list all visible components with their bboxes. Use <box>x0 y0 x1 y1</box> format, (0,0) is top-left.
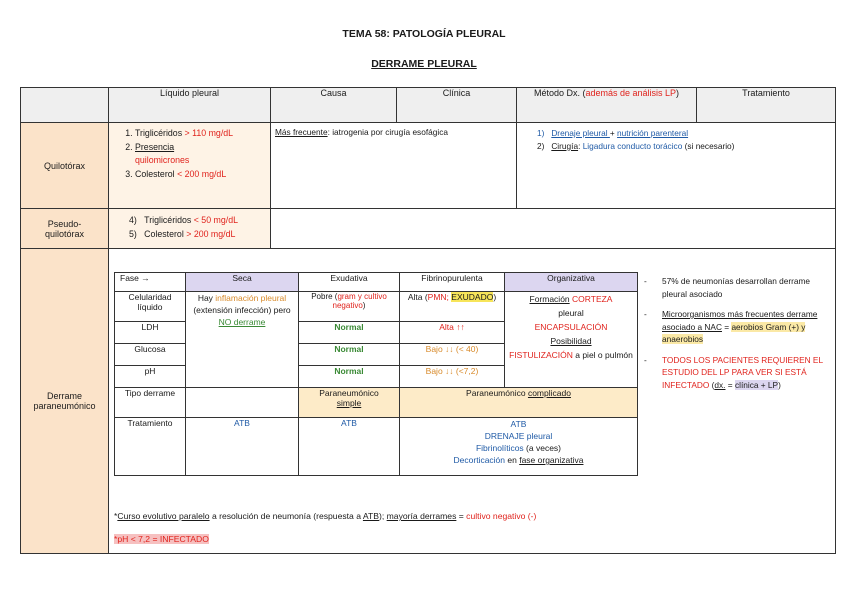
phase-exudativa: Exudativa <box>299 273 400 292</box>
row-label-tratamiento: Tratamiento <box>115 418 186 476</box>
phase-header-row <box>115 273 638 292</box>
exudativa-ph: Normal <box>299 366 400 388</box>
fibrino-ldh: Alta ↑↑ <box>400 322 505 344</box>
list-item: - Microorganismos más frecuentes derrame asociado a NAC = aerobios Gram (+) y anaerobios <box>640 308 832 346</box>
quilotorax-causa: Más frecuente: iatrogenia por cirugía esofágica <box>271 123 517 209</box>
list-item: 1. Triglicéridos > 110 mg/dL <box>135 127 270 140</box>
seca-tipo <box>186 388 299 418</box>
table-row <box>115 418 638 476</box>
row-label-celularidad: Celularidad líquido <box>115 292 186 322</box>
list-item: - 57% de neumonías desarrollan derrame pleural asociado <box>640 275 832 300</box>
fibrino-celularidad: Alta (PMN; EXUDADO) <box>400 292 505 322</box>
row-label-glucosa: Glucosa <box>115 344 186 366</box>
seca-cell: Hay inflamación pleural (extensión infección) pero NO derrame <box>186 292 299 388</box>
row-quilotorax <box>21 123 836 209</box>
exudativa-celularidad: Pobre (gram y cultivo negativo) <box>299 292 400 322</box>
row-label-tipo: Tipo derrame <box>115 388 186 418</box>
header-clinica: Clínica <box>397 88 517 123</box>
header-liquido: Líquido pleural <box>109 88 271 123</box>
seca-tratamiento: ATB <box>186 418 299 476</box>
list-item: 2. Presencia quilomicrones <box>135 141 270 167</box>
header-tratamiento: Tratamiento <box>697 88 836 123</box>
quilotorax-label: Quilotórax <box>21 123 109 209</box>
row-label-ph: pH <box>115 366 186 388</box>
complicado-tratamiento: ATB DRENAJE pleural Fibrinolíticos (a veces) Decorticación en fase organizativa <box>400 418 638 476</box>
list-item: 3. Colesterol < 200 mg/dL <box>135 168 270 181</box>
header-row <box>21 88 836 123</box>
fibrino-ph: Bajo ↓↓ (<7,2) <box>400 366 505 388</box>
quilotorax-liquido <box>109 123 271 209</box>
list-item: 5) Colesterol > 200 mg/dL <box>129 229 236 239</box>
paraneumonico-label: Derrame paraneumónico <box>21 249 109 554</box>
footnote-curso: *Curso evolutivo paralelo a resolución de neumonía (respuesta a ATB); mayoría derrames = cultivo negativo (-) <box>114 511 537 521</box>
row-label-ldh: LDH <box>115 322 186 344</box>
exudativa-glucosa: Normal <box>299 344 400 366</box>
exudativa-tratamiento: ATB <box>299 418 400 476</box>
list-item: 2) Cirugía: Ligadura conducto torácico (si necesario) <box>537 141 735 151</box>
pseudo-empty <box>271 209 836 249</box>
organizativa-cell: Formación CORTEZA pleural ENCAPSULACIÓN Posibilidad FISTULIZACIÓN a piel o pulmón <box>505 292 638 388</box>
header-empty <box>21 88 109 123</box>
notes-list <box>640 275 832 399</box>
row-pseudoquilotorax <box>21 209 836 249</box>
list-item: 4) Triglicéridos < 50 mg/dL <box>129 215 238 225</box>
footnote-ph: *pH < 7,2 = INFECTADO <box>114 534 209 544</box>
phase-seca: Seca <box>186 273 299 292</box>
tipo-complicado: Paraneumónico complicado <box>400 388 638 418</box>
table-row <box>115 388 638 418</box>
phase-fibrinopurulenta: Fibrinopurulenta <box>400 273 505 292</box>
pseudo-liquido <box>109 209 271 249</box>
tipo-simple: Paraneumónico simple <box>299 388 400 418</box>
paraneumonico-content <box>109 249 836 554</box>
list-item: - TODOS LOS PACIENTES REQUIEREN EL ESTUDIO DEL LP PARA VER SI ESTÁ INFECTADO (dx. = clínica + LP) <box>640 354 832 392</box>
phase-label: Fase → <box>115 273 186 292</box>
phase-table <box>114 272 638 476</box>
section-title: DERRAME PLEURAL <box>371 58 477 70</box>
quilotorax-tratamiento <box>517 123 836 209</box>
fibrino-glucosa: Bajo ↓↓ (< 40) <box>400 344 505 366</box>
header-causa: Causa <box>271 88 397 123</box>
phase-organizativa: Organizativa <box>505 273 638 292</box>
derrame-table <box>20 87 836 554</box>
list-item: 1) Drenaje pleural + nutrición parenteral <box>537 128 689 138</box>
pseudo-label: Pseudo- quilotórax <box>21 209 109 249</box>
exudativa-ldh: Normal <box>299 322 400 344</box>
header-metodo: Método Dx. (además de análisis LP) <box>517 88 697 123</box>
table-row <box>115 292 638 322</box>
row-paraneumonico <box>21 249 836 554</box>
page-title: TEMA 58: PATOLOGÍA PLEURAL <box>342 28 506 40</box>
